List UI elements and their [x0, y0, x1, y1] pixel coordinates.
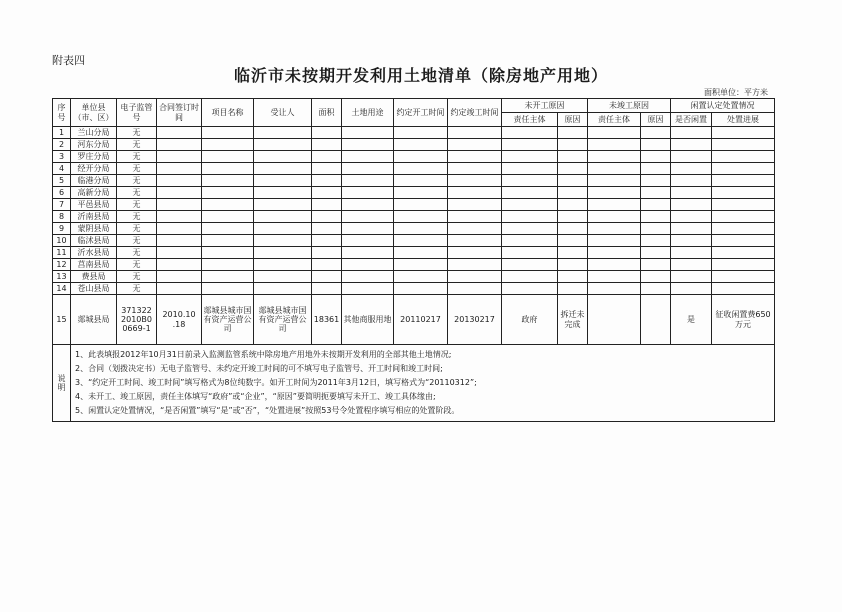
- area-unit-note: 面积单位：平方米: [704, 88, 768, 97]
- header-agreed-start: 约定开工时间: [394, 99, 448, 127]
- cell-empty: [558, 247, 588, 259]
- cell-empty: [502, 247, 558, 259]
- cell-empty: [202, 271, 254, 283]
- cell-unit: 苍山县局: [71, 283, 117, 295]
- note-line: 4、未开工、竣工原因，责任主体填写“政府”或“企业”，“原因”要简明扼要填写未开工、竣工具体缘由;: [75, 392, 436, 401]
- cell-empty: [254, 259, 312, 271]
- cell-empty: [202, 163, 254, 175]
- cell-unit: 郯城县局: [71, 295, 117, 345]
- table-row: [53, 199, 775, 211]
- cell-area: 18361: [312, 295, 342, 345]
- cell-empty: [502, 235, 558, 247]
- cell-empty: [312, 151, 342, 163]
- cell-empty: [558, 271, 588, 283]
- cell-empty: [671, 259, 712, 271]
- header-agreed-finish: 约定竣工时间: [448, 99, 502, 127]
- cell-empty: [342, 127, 394, 139]
- cell-empty: [342, 199, 394, 211]
- cell-empty: [312, 175, 342, 187]
- cell-unit: 高新分局: [71, 187, 117, 199]
- cell-empty: [641, 139, 671, 151]
- cell-empty: [641, 235, 671, 247]
- cell-empty: [157, 175, 202, 187]
- cell-empty: [671, 175, 712, 187]
- cell-empty: [712, 139, 775, 151]
- cell-empty: [558, 223, 588, 235]
- cell-empty: [312, 223, 342, 235]
- cell-empty: [312, 211, 342, 223]
- cell-empty: [588, 235, 641, 247]
- cell-empty: [712, 211, 775, 223]
- cell-empty: [254, 211, 312, 223]
- cell-empty: [502, 175, 558, 187]
- cell-unit: 罗庄分局: [71, 151, 117, 163]
- cell-empty: [712, 283, 775, 295]
- note-line: 1、此表填报2012年10月31日前录入监测监管系统中除房地产用地外未按期开发利用的全部其他土地情况;: [75, 350, 452, 359]
- cell-eregulator-no: 371322 2010B0 0669-1: [117, 295, 157, 345]
- cell-empty: [394, 151, 448, 163]
- cell-empty: [588, 187, 641, 199]
- cell-agreed-finish: 20130217: [448, 295, 502, 345]
- cell-empty: [202, 139, 254, 151]
- cell-seq: 1: [53, 127, 71, 139]
- cell-empty: [671, 223, 712, 235]
- header-responsible-party-2: 责任主体: [588, 113, 641, 127]
- cell-empty: [588, 271, 641, 283]
- cell-unit: 蒙阴县局: [71, 223, 117, 235]
- cell-empty: [394, 139, 448, 151]
- cell-eregulator-no: 无: [117, 175, 157, 187]
- cell-empty: [394, 223, 448, 235]
- cell-empty: [312, 247, 342, 259]
- cell-empty: [254, 163, 312, 175]
- table-row: [53, 283, 775, 295]
- header-contract-time: 合同签订时间: [157, 99, 202, 127]
- cell-eregulator-no: 无: [117, 211, 157, 223]
- cell-empty: [712, 199, 775, 211]
- header-reason: 原因: [558, 113, 588, 127]
- cell-empty: [202, 175, 254, 187]
- cell-empty: [448, 163, 502, 175]
- cell-seq: 8: [53, 211, 71, 223]
- cell-empty: [254, 283, 312, 295]
- cell-empty: [254, 223, 312, 235]
- cell-empty: [342, 271, 394, 283]
- cell-empty: [254, 127, 312, 139]
- header-seq: 序号: [53, 99, 71, 127]
- document-title: 临沂市未按期开发利用土地清单（除房地产用地）: [233, 66, 608, 85]
- cell-empty: [157, 163, 202, 175]
- cell-empty: [202, 247, 254, 259]
- cell-seq: 10: [53, 235, 71, 247]
- header-row-1: [53, 99, 775, 113]
- table-body: [53, 127, 775, 422]
- cell-empty: [394, 235, 448, 247]
- table-row: [53, 163, 775, 175]
- cell-empty: [448, 211, 502, 223]
- header-transferee: 受让人: [254, 99, 312, 127]
- cell-empty: [588, 259, 641, 271]
- cell-empty: [342, 259, 394, 271]
- cell-empty: [157, 283, 202, 295]
- cell-unit: 临沭县局: [71, 235, 117, 247]
- cell-responsible-party-2: [588, 295, 641, 345]
- cell-empty: [202, 151, 254, 163]
- header-project-name: 项目名称: [202, 99, 254, 127]
- cell-eregulator-no: 无: [117, 223, 157, 235]
- cell-empty: [254, 139, 312, 151]
- cell-reason-2: [641, 295, 671, 345]
- cell-empty: [671, 187, 712, 199]
- cell-empty: [312, 139, 342, 151]
- cell-seq: 2: [53, 139, 71, 151]
- cell-empty: [502, 187, 558, 199]
- cell-eregulator-no: 无: [117, 235, 157, 247]
- cell-eregulator-no: 无: [117, 127, 157, 139]
- cell-empty: [641, 247, 671, 259]
- cell-empty: [394, 163, 448, 175]
- cell-empty: [712, 151, 775, 163]
- cell-seq: 12: [53, 259, 71, 271]
- cell-empty: [312, 259, 342, 271]
- cell-empty: [558, 175, 588, 187]
- cell-unit: 莒南县局: [71, 259, 117, 271]
- cell-empty: [588, 151, 641, 163]
- cell-empty: [394, 211, 448, 223]
- cell-empty: [671, 235, 712, 247]
- table-row: [53, 211, 775, 223]
- cell-empty: [254, 247, 312, 259]
- header-land-use: 土地用途: [342, 99, 394, 127]
- cell-empty: [157, 127, 202, 139]
- note-line: 3、“约定开工时间、竣工时间”填写格式为8位纯数字。如开工时间为2011年3月12日，填写格式为“20110312”;: [75, 378, 477, 387]
- cell-empty: [448, 199, 502, 211]
- cell-empty: [312, 283, 342, 295]
- header-reason-2: 原因: [641, 113, 671, 127]
- cell-eregulator-no: 无: [117, 199, 157, 211]
- cell-empty: [342, 151, 394, 163]
- header-unit: 单位县（市、区）: [71, 99, 117, 127]
- header-disposal-progress: 处置进展: [712, 113, 775, 127]
- cell-unit: 沂水县局: [71, 247, 117, 259]
- cell-empty: [157, 235, 202, 247]
- cell-empty: [312, 235, 342, 247]
- cell-empty: [157, 151, 202, 163]
- cell-transferee: 郯城县城市国有资产运营公司: [254, 295, 312, 345]
- table-row: [53, 259, 775, 271]
- cell-empty: [558, 235, 588, 247]
- cell-empty: [588, 199, 641, 211]
- cell-unit: 河东分局: [71, 139, 117, 151]
- cell-empty: [202, 235, 254, 247]
- cell-empty: [202, 127, 254, 139]
- cell-empty: [202, 259, 254, 271]
- notes-row: [53, 345, 775, 422]
- cell-empty: [157, 187, 202, 199]
- cell-empty: [671, 139, 712, 151]
- cell-empty: [558, 139, 588, 151]
- table-row: [53, 187, 775, 199]
- header-eregulator-no: 电子监管号: [117, 99, 157, 127]
- cell-seq: 14: [53, 283, 71, 295]
- cell-empty: [254, 271, 312, 283]
- cell-empty: [502, 139, 558, 151]
- cell-empty: [558, 211, 588, 223]
- cell-empty: [342, 187, 394, 199]
- header-not-started-reason: 未开工原因: [502, 99, 588, 113]
- table-row-15: [53, 295, 775, 345]
- cell-empty: [202, 223, 254, 235]
- cell-empty: [342, 283, 394, 295]
- cell-empty: [641, 187, 671, 199]
- note-line: 5、闲置认定处置情况，“是否闲置”填写“是”或“否”，“处置进展”按照53号令处置程序填写相应的处置阶段。: [75, 406, 460, 415]
- cell-unit: 经开分局: [71, 163, 117, 175]
- cell-seq: 15: [53, 295, 71, 345]
- cell-empty: [342, 235, 394, 247]
- cell-empty: [448, 127, 502, 139]
- cell-eregulator-no: 无: [117, 271, 157, 283]
- cell-empty: [312, 163, 342, 175]
- cell-empty: [312, 271, 342, 283]
- cell-empty: [342, 163, 394, 175]
- cell-empty: [448, 187, 502, 199]
- cell-empty: [394, 283, 448, 295]
- cell-empty: [671, 271, 712, 283]
- cell-empty: [448, 283, 502, 295]
- cell-seq: 13: [53, 271, 71, 283]
- cell-eregulator-no: 无: [117, 283, 157, 295]
- cell-empty: [671, 127, 712, 139]
- cell-empty: [202, 187, 254, 199]
- cell-empty: [342, 247, 394, 259]
- cell-empty: [558, 259, 588, 271]
- cell-unit: 平邑县局: [71, 199, 117, 211]
- cell-project-name: 郯城县城市国有资产运营公司: [202, 295, 254, 345]
- cell-empty: [157, 259, 202, 271]
- cell-eregulator-no: 无: [117, 247, 157, 259]
- cell-empty: [588, 139, 641, 151]
- cell-empty: [342, 211, 394, 223]
- cell-empty: [254, 151, 312, 163]
- cell-empty: [712, 175, 775, 187]
- cell-empty: [671, 211, 712, 223]
- cell-empty: [588, 223, 641, 235]
- cell-contract-time: 2010.10 .18: [157, 295, 202, 345]
- cell-empty: [588, 247, 641, 259]
- cell-empty: [671, 151, 712, 163]
- cell-empty: [502, 259, 558, 271]
- cell-empty: [502, 127, 558, 139]
- table-row: [53, 175, 775, 187]
- cell-empty: [157, 199, 202, 211]
- cell-empty: [157, 223, 202, 235]
- cell-empty: [394, 187, 448, 199]
- cell-empty: [202, 283, 254, 295]
- header-idle-status: 闲置认定处置情况: [671, 99, 775, 113]
- notes-label: 说明: [53, 345, 71, 422]
- cell-empty: [448, 175, 502, 187]
- cell-empty: [448, 139, 502, 151]
- cell-empty: [502, 199, 558, 211]
- attachment-label: 附表四: [52, 54, 85, 67]
- cell-empty: [671, 199, 712, 211]
- cell-unit: 费县局: [71, 271, 117, 283]
- cell-empty: [157, 139, 202, 151]
- cell-empty: [502, 223, 558, 235]
- cell-empty: [394, 127, 448, 139]
- cell-seq: 7: [53, 199, 71, 211]
- cell-eregulator-no: 无: [117, 187, 157, 199]
- cell-empty: [641, 271, 671, 283]
- cell-seq: 3: [53, 151, 71, 163]
- cell-empty: [558, 187, 588, 199]
- cell-empty: [202, 211, 254, 223]
- cell-empty: [712, 271, 775, 283]
- cell-empty: [558, 163, 588, 175]
- cell-empty: [394, 199, 448, 211]
- cell-empty: [254, 235, 312, 247]
- cell-unit: 兰山分局: [71, 127, 117, 139]
- cell-empty: [448, 151, 502, 163]
- cell-empty: [254, 175, 312, 187]
- cell-empty: [558, 199, 588, 211]
- cell-responsible-party: 政府: [502, 295, 558, 345]
- cell-empty: [641, 199, 671, 211]
- cell-empty: [558, 127, 588, 139]
- cell-empty: [342, 223, 394, 235]
- cell-unit: 沂南县局: [71, 211, 117, 223]
- table-row: [53, 139, 775, 151]
- table-row: [53, 247, 775, 259]
- cell-empty: [641, 283, 671, 295]
- cell-empty: [502, 271, 558, 283]
- cell-empty: [641, 127, 671, 139]
- cell-unit: 临港分局: [71, 175, 117, 187]
- cell-seq: 5: [53, 175, 71, 187]
- table-row: [53, 271, 775, 283]
- cell-empty: [502, 283, 558, 295]
- cell-empty: [342, 175, 394, 187]
- cell-empty: [641, 211, 671, 223]
- cell-empty: [502, 163, 558, 175]
- cell-empty: [712, 163, 775, 175]
- cell-empty: [588, 211, 641, 223]
- cell-empty: [202, 199, 254, 211]
- cell-empty: [502, 211, 558, 223]
- cell-empty: [641, 223, 671, 235]
- cell-empty: [558, 283, 588, 295]
- table-row: [53, 223, 775, 235]
- note-line: 2、合同（划拨决定书）无电子监管号、未约定开竣工时间的可不填写电子监管号、开工时间和竣工时间;: [75, 364, 443, 373]
- cell-empty: [312, 187, 342, 199]
- cell-seq: 4: [53, 163, 71, 175]
- cell-empty: [448, 271, 502, 283]
- cell-empty: [394, 247, 448, 259]
- cell-eregulator-no: 无: [117, 139, 157, 151]
- cell-empty: [671, 247, 712, 259]
- cell-eregulator-no: 无: [117, 151, 157, 163]
- cell-is-idle: 是: [671, 295, 712, 345]
- cell-reason: 拆迁未完成: [558, 295, 588, 345]
- cell-seq: 9: [53, 223, 71, 235]
- cell-empty: [671, 163, 712, 175]
- cell-empty: [641, 151, 671, 163]
- cell-empty: [394, 271, 448, 283]
- notes-text: [71, 345, 775, 422]
- header-area: 面积: [312, 99, 342, 127]
- cell-empty: [671, 283, 712, 295]
- cell-empty: [641, 163, 671, 175]
- cell-empty: [448, 247, 502, 259]
- cell-empty: [712, 223, 775, 235]
- header-responsible-party: 责任主体: [502, 113, 558, 127]
- cell-empty: [712, 235, 775, 247]
- cell-empty: [712, 247, 775, 259]
- cell-eregulator-no: 无: [117, 163, 157, 175]
- cell-empty: [712, 259, 775, 271]
- cell-land-use: 其他商服用地: [342, 295, 394, 345]
- land-list-table: [52, 98, 775, 422]
- cell-empty: [254, 187, 312, 199]
- cell-empty: [448, 223, 502, 235]
- cell-empty: [157, 271, 202, 283]
- cell-agreed-start: 20110217: [394, 295, 448, 345]
- cell-empty: [312, 127, 342, 139]
- table-row: [53, 127, 775, 139]
- cell-empty: [502, 151, 558, 163]
- cell-empty: [641, 175, 671, 187]
- cell-empty: [448, 259, 502, 271]
- cell-empty: [641, 259, 671, 271]
- table-row: [53, 151, 775, 163]
- cell-empty: [712, 187, 775, 199]
- cell-disposal-progress: 征收闲置费650万元: [712, 295, 775, 345]
- cell-empty: [157, 211, 202, 223]
- cell-empty: [312, 199, 342, 211]
- cell-seq: 6: [53, 187, 71, 199]
- cell-empty: [342, 139, 394, 151]
- cell-empty: [394, 259, 448, 271]
- cell-empty: [558, 151, 588, 163]
- cell-empty: [588, 283, 641, 295]
- cell-eregulator-no: 无: [117, 259, 157, 271]
- cell-empty: [588, 163, 641, 175]
- header-not-finished-reason: 未竣工原因: [588, 99, 671, 113]
- cell-empty: [254, 199, 312, 211]
- cell-empty: [588, 127, 641, 139]
- cell-empty: [712, 127, 775, 139]
- cell-empty: [157, 247, 202, 259]
- cell-seq: 11: [53, 247, 71, 259]
- header-is-idle: 是否闲置: [671, 113, 712, 127]
- table-row: [53, 235, 775, 247]
- cell-empty: [448, 235, 502, 247]
- cell-empty: [394, 175, 448, 187]
- cell-empty: [588, 175, 641, 187]
